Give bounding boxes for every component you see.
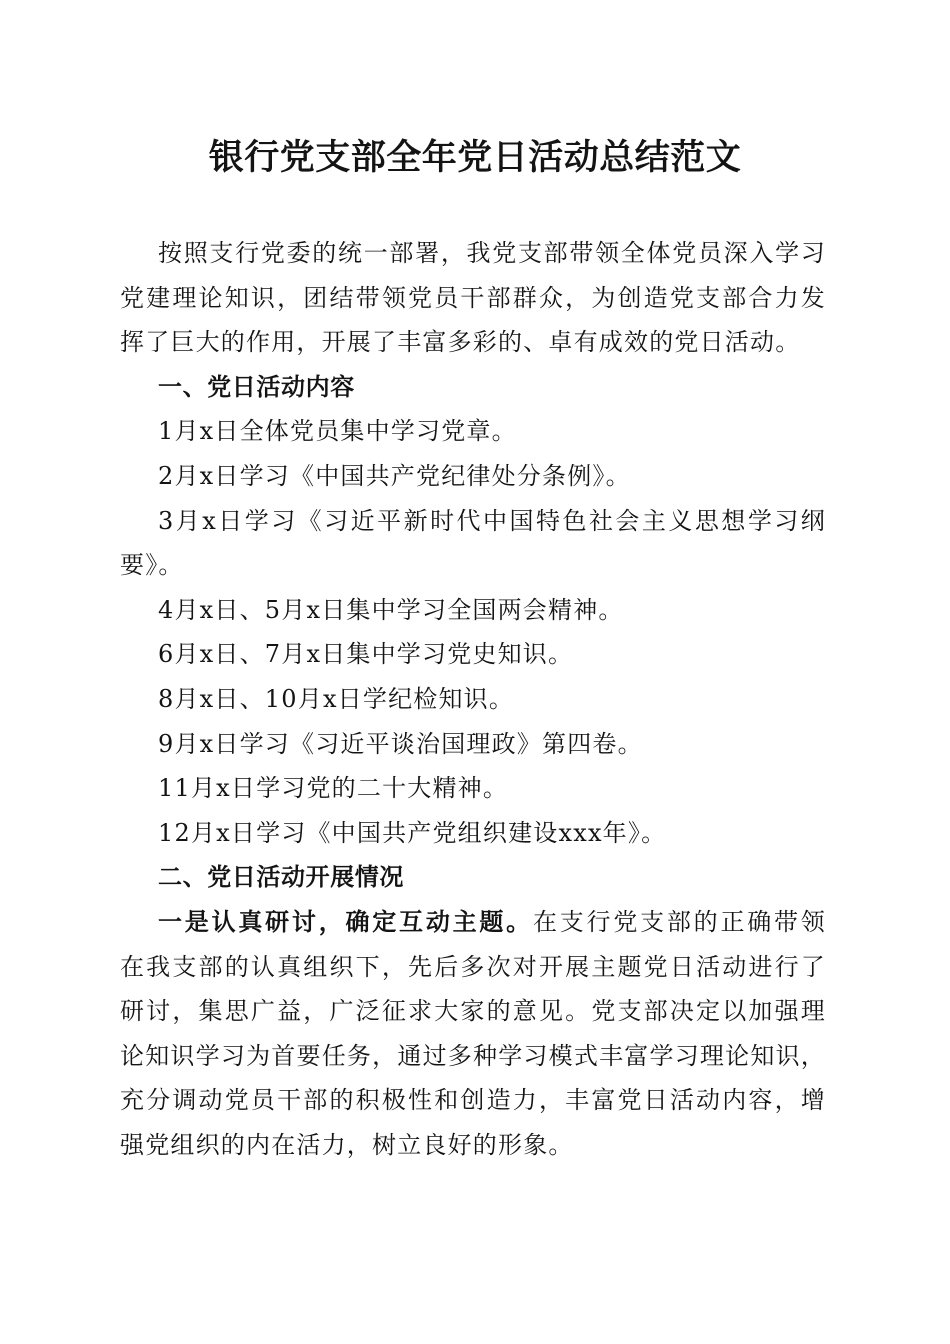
activity-item-line: 要》。 <box>120 551 184 580</box>
document-body <box>120 231 826 1167</box>
intro-line: 党建理论知识，团结带领党员干部群众，为创造党支部合力发 <box>120 283 826 312</box>
document-title: 银行党支部全年党日活动总结范文 <box>208 137 742 178</box>
activity-item-feb: 2月x日学习《中国共产党纪律处分条例》。 <box>158 461 631 490</box>
paragraph-line: 论知识学习为首要任务，通过多种学习模式丰富学习理论知识， <box>120 1041 826 1070</box>
activity-item-line: 3月x日学习《习近平新时代中国特色社会主义思想学习纲 <box>158 506 826 535</box>
activity-item-jun-jul: 6月x日、7月x日集中学习党史知识。 <box>158 640 574 669</box>
paragraph-line: 强党组织的内在活力，树立良好的形象。 <box>120 1130 574 1159</box>
intro-line: 挥了巨大的作用，开展了丰富多彩的、卓有成效的党日活动。 <box>120 328 801 357</box>
paragraph-first-line <box>120 900 826 945</box>
paragraph-lead: 一是认真研讨，确定互动主题。 <box>158 906 533 936</box>
activity-item-nov: 11月x日学习党的二十大精神。 <box>158 774 509 803</box>
paragraph-line: 在我支部的认真组织下，先后多次对开展主题党日活动进行了 <box>120 952 826 981</box>
activity-item-sep: 9月x日学习《习近平谈治国理政》第四卷。 <box>158 729 643 758</box>
activity-item-aug-oct: 8月x日、10月x日学纪检知识。 <box>158 684 515 713</box>
paragraph-first-line-rest: 在支行党支部的正确带领 <box>532 907 826 936</box>
section-heading-activities: 一、党日活动内容 <box>158 372 355 401</box>
paragraph-line: 研讨，集思广益，广泛征求大家的意见。党支部决定以加强理 <box>120 997 826 1026</box>
progress-paragraph <box>120 900 826 1168</box>
intro-line: 按照支行党委的统一部署，我党支部带领全体党员深入学习 <box>158 239 826 267</box>
section-heading-progress: 二、党日活动开展情况 <box>158 863 404 892</box>
intro-paragraph <box>120 231 826 365</box>
activity-item-apr-may: 4月x日、5月x日集中学习全国两会精神。 <box>158 595 624 624</box>
activity-item-mar <box>120 499 826 588</box>
activity-item-dec: 12月x日学习《中国共产党组织建设xxx年》。 <box>158 818 667 847</box>
activity-item-jan: 1月x日全体党员集中学习党章。 <box>158 417 517 446</box>
paragraph-line: 充分调动党员干部的积极性和创造力，丰富党日活动内容，增 <box>120 1086 826 1115</box>
